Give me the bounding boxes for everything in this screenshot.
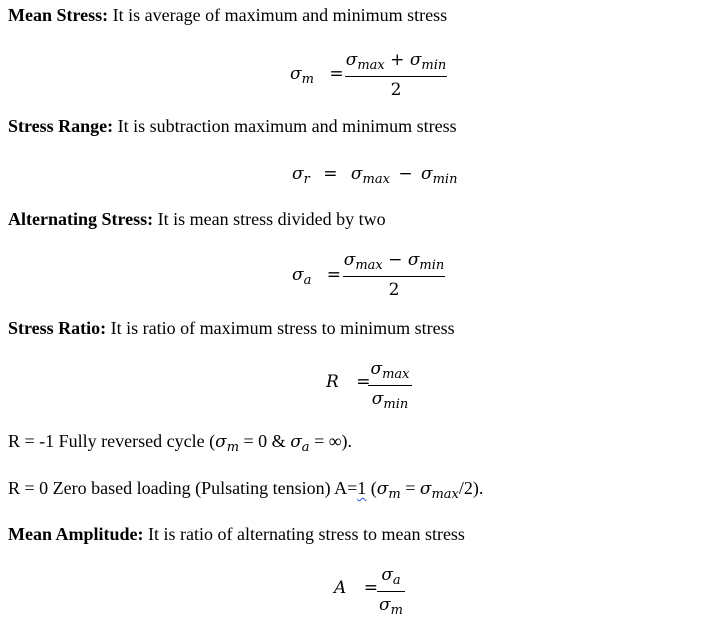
- zero-based-loading-line: R = 0 Zero based loading (Pulsating tension) A=1 $(\sigma_m = \sigma_{max}/2)$.: [8, 478, 484, 502]
- stress-ratio-description: It is ratio of maximum stress to minimum stress: [106, 318, 455, 338]
- mean-amplitude-description: It is ratio of alternating stress to mean stress: [143, 524, 465, 544]
- mean-stress-line: [8, 5, 447, 26]
- stress-ratio-line: [8, 318, 455, 339]
- mean-stress-fraction: $\sigma_{max} + \sigma_{min}$ 2: [345, 50, 447, 100]
- stress-ratio-heading: Stress Ratio:: [8, 318, 107, 338]
- stress-range-heading: Stress Range:: [8, 116, 114, 136]
- stress-range-description: It is subtraction maximum and minimum stress: [113, 116, 457, 136]
- mean-stress-description: It is average of maximum and minimum stress: [108, 5, 448, 25]
- mean-amplitude-heading: Mean Amplitude:: [8, 524, 144, 544]
- mean-amplitude-fraction: $\sigma_a$ $\sigma_m$: [377, 565, 405, 618]
- alternating-stress-lhs: $\sigma_a$ =: [292, 265, 342, 288]
- mean-stress-heading: Mean Stress:: [8, 5, 109, 25]
- alternating-stress-fraction: $\sigma_{max} - \sigma_{min}$ 2: [343, 250, 445, 300]
- stress-range-line: [8, 116, 457, 137]
- fully-reversed-cycle-line: R = -1 Fully reversed cycle ($\sigma_m = 0$ & $\sigma_a$ = ∞).: [8, 431, 353, 455]
- mean-amplitude-lhs: A =: [334, 578, 378, 598]
- stress-ratio-lhs: R =: [326, 372, 371, 392]
- alternating-stress-description: It is mean stress divided by two: [153, 209, 386, 229]
- mean-amplitude-line: [8, 524, 465, 545]
- stress-range-equation: $\sigma_r = \sigma_{max} - \sigma_{min}$: [292, 164, 458, 187]
- mean-stress-lhs: $\sigma_m$ =: [290, 64, 344, 87]
- alternating-stress-line: [8, 209, 386, 230]
- stress-ratio-fraction: $\sigma_{max}$ $\sigma_{min}$: [368, 359, 412, 412]
- alternating-stress-heading: Alternating Stress:: [8, 209, 154, 229]
